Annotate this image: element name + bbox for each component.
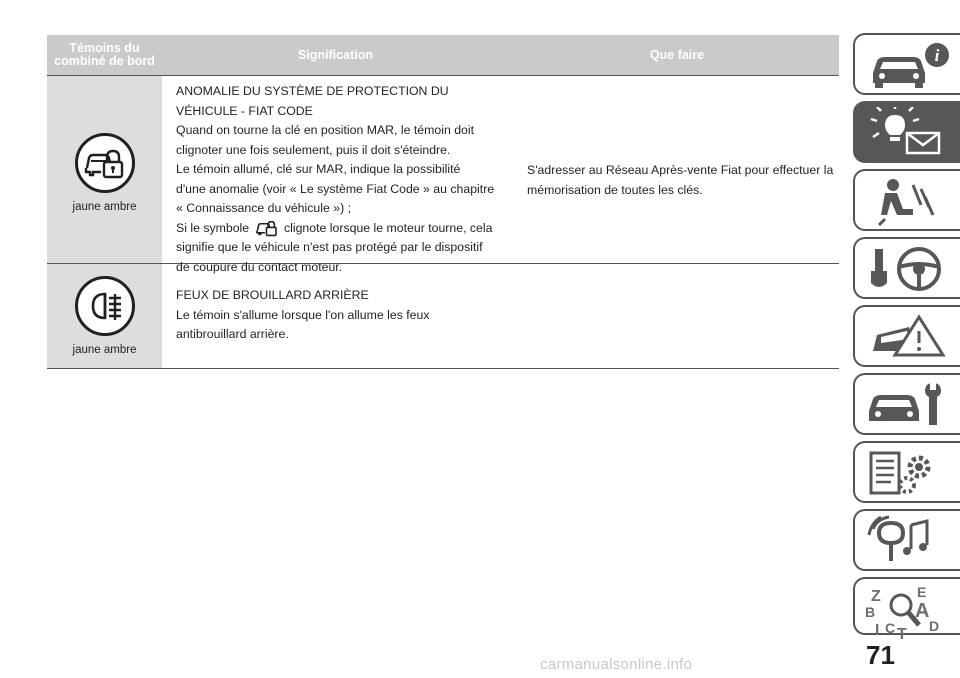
tab-warning-lights[interactable] [853, 101, 960, 163]
meaning-line: Quand on tourne la clé en position MAR, le témoin doit [176, 123, 475, 137]
indicator-cell [47, 264, 162, 368]
meaning-line: Le témoin s'allume lorsque l'on allume les feux [176, 307, 430, 322]
index-letter: A [915, 600, 930, 622]
meaning-line: d'une anomalie (voir « Le système Fiat Code » au chapitre [176, 181, 495, 196]
meaning-line: ANOMALIE DU SYSTÈME DE PROTECTION DU [176, 84, 449, 98]
table-row [47, 76, 839, 274]
index-letter: B [865, 604, 876, 620]
header-col-meaning: Signification [166, 35, 505, 75]
action-cell [515, 264, 839, 368]
tab-multimedia[interactable] [853, 509, 960, 571]
car-info-icon [863, 39, 955, 91]
list-settings-icon [863, 447, 955, 499]
index-search-icon [863, 583, 955, 639]
watermark: carmanualsonline.info [540, 656, 693, 673]
warning-lights-table [47, 35, 839, 369]
header-col-indicators: Témoins du combiné de bord [54, 41, 155, 68]
meaning-line: clignoter une fois seulement, puis il doit s'éteindre. [176, 142, 451, 157]
tab-index[interactable] [853, 577, 960, 639]
fiat-code-lock-icon [75, 133, 135, 193]
table-row [47, 264, 839, 369]
meaning-line: « Connaissance du véhicule ») ; [176, 201, 351, 215]
meaning-line: de coupure du contact moteur. [176, 259, 343, 274]
fiat-code-lock-icon [255, 219, 279, 237]
meaning-cell [162, 76, 515, 274]
table-header [47, 35, 839, 76]
meaning-line: Si le symbole clignote lorsque le moteur tourne, cela [176, 219, 515, 239]
meaning-line: antibrouillard arrière. [176, 327, 289, 341]
tab-maintenance[interactable] [853, 373, 960, 435]
index-letter: T [897, 626, 907, 639]
index-letter: Z [871, 588, 881, 605]
meaning-line: VÉHICULE - FIAT CODE [176, 103, 313, 118]
rear-fog-light-icon [75, 276, 135, 336]
indicator-cell [47, 76, 162, 263]
meaning-cell [162, 264, 515, 368]
multimedia-icon [863, 515, 955, 567]
action-text: S'adresser au Réseau Après-vente Fiat pour effectuer la mémorisation de toutes les clés. [527, 163, 834, 197]
index-letter: C [885, 620, 896, 636]
car-crash-icon [863, 311, 955, 363]
tab-emergency[interactable] [853, 305, 960, 367]
action-cell [515, 76, 839, 263]
car-service-icon [863, 379, 955, 431]
warning-lights-icon [863, 107, 955, 159]
color-label: jaune ambre [72, 200, 137, 213]
tab-safety[interactable] [853, 169, 960, 231]
meaning-line: signifie que le véhicule n'est pas protégé par le dispositif [176, 240, 483, 254]
page-number: 71 [866, 640, 895, 670]
tab-starting-driving[interactable] [853, 237, 960, 299]
color-label: jaune ambre [72, 344, 137, 356]
seat-airbag-icon [863, 175, 955, 227]
index-letter: D [929, 618, 940, 634]
meaning-line: FEUX DE BROUILLARD ARRIÈRE [176, 288, 369, 302]
index-letter: I [875, 622, 880, 639]
key-steering-wheel-icon [863, 243, 955, 295]
header-col-action: Que faire [649, 47, 705, 62]
tab-car-info[interactable] [853, 33, 960, 95]
meaning-line: Le témoin allumé, clé sur MAR, indique la possibilité [176, 162, 461, 176]
tab-technical-data[interactable] [853, 441, 960, 503]
svg-text:i: i [934, 46, 940, 65]
index-letter: E [917, 584, 927, 600]
